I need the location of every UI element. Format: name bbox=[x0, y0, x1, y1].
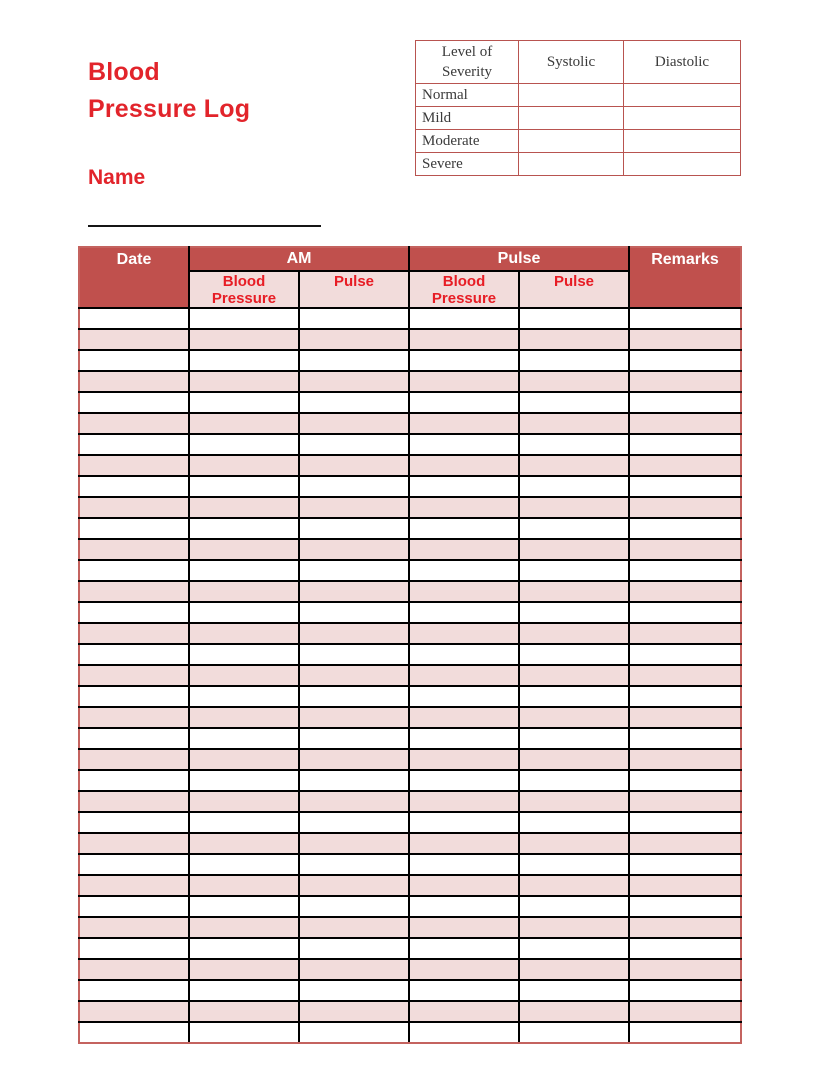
log-cell-pm-blood-pressure[interactable] bbox=[409, 854, 519, 875]
log-cell-pm-blood-pressure[interactable] bbox=[409, 560, 519, 581]
log-row bbox=[79, 539, 741, 560]
log-cell-am-pulse[interactable] bbox=[299, 980, 409, 1001]
log-cell-pm-pulse[interactable] bbox=[519, 791, 629, 812]
log-cell-am-blood-pressure[interactable] bbox=[189, 371, 299, 392]
log-cell-am-pulse[interactable] bbox=[299, 728, 409, 749]
log-row bbox=[79, 812, 741, 833]
log-cell-am-blood-pressure[interactable] bbox=[189, 1001, 299, 1022]
log-row bbox=[79, 434, 741, 455]
log-cell-remarks[interactable] bbox=[629, 497, 741, 518]
log-cell-am-pulse[interactable] bbox=[299, 770, 409, 791]
log-cell-pm-pulse[interactable] bbox=[519, 497, 629, 518]
log-cell-am-blood-pressure[interactable] bbox=[189, 728, 299, 749]
severity-level-cell: Moderate bbox=[416, 130, 519, 153]
log-row bbox=[79, 707, 741, 728]
log-cell-pm-blood-pressure[interactable] bbox=[409, 812, 519, 833]
log-cell-pm-pulse[interactable] bbox=[519, 665, 629, 686]
log-row bbox=[79, 917, 741, 938]
log-cell-date[interactable] bbox=[79, 581, 189, 602]
log-col-remarks: Remarks bbox=[629, 247, 741, 308]
log-cell-remarks[interactable] bbox=[629, 854, 741, 875]
log-cell-remarks[interactable] bbox=[629, 476, 741, 497]
log-row bbox=[79, 770, 741, 791]
log-cell-am-blood-pressure[interactable] bbox=[189, 1022, 299, 1043]
severity-header-row bbox=[416, 41, 741, 84]
log-cell-am-blood-pressure[interactable] bbox=[189, 707, 299, 728]
log-col-am-pulse: Pulse bbox=[299, 271, 409, 308]
severity-table bbox=[415, 40, 741, 176]
log-cell-remarks[interactable] bbox=[629, 686, 741, 707]
log-cell-am-blood-pressure[interactable] bbox=[189, 875, 299, 896]
log-cell-pm-blood-pressure[interactable] bbox=[409, 707, 519, 728]
severity-row bbox=[416, 130, 741, 153]
log-cell-am-blood-pressure[interactable] bbox=[189, 518, 299, 539]
log-cell-am-pulse[interactable] bbox=[299, 1001, 409, 1022]
log-cell-pm-blood-pressure[interactable] bbox=[409, 875, 519, 896]
severity-systolic-cell[interactable] bbox=[519, 153, 624, 176]
log-cell-am-blood-pressure[interactable] bbox=[189, 476, 299, 497]
log-cell-date[interactable] bbox=[79, 1022, 189, 1043]
name-label: Name bbox=[88, 166, 146, 189]
log-row bbox=[79, 959, 741, 980]
log-cell-remarks[interactable] bbox=[629, 896, 741, 917]
log-cell-am-blood-pressure[interactable] bbox=[189, 602, 299, 623]
log-cell-am-pulse[interactable] bbox=[299, 833, 409, 854]
log-cell-pm-blood-pressure[interactable] bbox=[409, 980, 519, 1001]
log-cell-remarks[interactable] bbox=[629, 539, 741, 560]
log-cell-am-pulse[interactable] bbox=[299, 665, 409, 686]
log-cell-am-pulse[interactable] bbox=[299, 308, 409, 329]
log-cell-date[interactable] bbox=[79, 497, 189, 518]
log-cell-am-blood-pressure[interactable] bbox=[189, 581, 299, 602]
log-cell-date[interactable] bbox=[79, 959, 189, 980]
log-row bbox=[79, 518, 741, 539]
name-fill-line[interactable] bbox=[88, 225, 321, 227]
log-cell-date[interactable] bbox=[79, 476, 189, 497]
log-cell-remarks[interactable] bbox=[629, 707, 741, 728]
log-cell-pm-blood-pressure[interactable] bbox=[409, 791, 519, 812]
log-cell-date[interactable] bbox=[79, 917, 189, 938]
log-cell-pm-blood-pressure[interactable] bbox=[409, 455, 519, 476]
log-cell-pm-blood-pressure[interactable] bbox=[409, 623, 519, 644]
log-cell-date[interactable] bbox=[79, 665, 189, 686]
log-cell-pm-blood-pressure[interactable] bbox=[409, 938, 519, 959]
log-cell-am-pulse[interactable] bbox=[299, 602, 409, 623]
log-cell-date[interactable] bbox=[79, 539, 189, 560]
log-col-pm-pulse: Pulse bbox=[519, 271, 629, 308]
log-cell-am-blood-pressure[interactable] bbox=[189, 497, 299, 518]
log-cell-pm-blood-pressure[interactable] bbox=[409, 434, 519, 455]
log-cell-date[interactable] bbox=[79, 434, 189, 455]
log-cell-pm-blood-pressure[interactable] bbox=[409, 896, 519, 917]
log-row bbox=[79, 791, 741, 812]
log-cell-pm-pulse[interactable] bbox=[519, 1001, 629, 1022]
log-cell-date[interactable] bbox=[79, 623, 189, 644]
log-cell-am-pulse[interactable] bbox=[299, 518, 409, 539]
log-cell-date[interactable] bbox=[79, 371, 189, 392]
log-cell-pm-blood-pressure[interactable] bbox=[409, 770, 519, 791]
log-cell-pm-blood-pressure[interactable] bbox=[409, 1001, 519, 1022]
log-cell-remarks[interactable] bbox=[629, 833, 741, 854]
page-title-line2: Pressure Log bbox=[88, 95, 251, 123]
severity-row bbox=[416, 153, 741, 176]
log-cell-pm-blood-pressure[interactable] bbox=[409, 518, 519, 539]
log-col-date: Date bbox=[79, 247, 189, 308]
log-cell-am-blood-pressure[interactable] bbox=[189, 812, 299, 833]
log-cell-pm-pulse[interactable] bbox=[519, 833, 629, 854]
log-cell-am-blood-pressure[interactable] bbox=[189, 308, 299, 329]
log-cell-pm-blood-pressure[interactable] bbox=[409, 350, 519, 371]
log-row bbox=[79, 854, 741, 875]
log-cell-pm-pulse[interactable] bbox=[519, 308, 629, 329]
log-cell-am-pulse[interactable] bbox=[299, 497, 409, 518]
log-cell-pm-pulse[interactable] bbox=[519, 581, 629, 602]
log-cell-remarks[interactable] bbox=[629, 518, 741, 539]
log-cell-am-pulse[interactable] bbox=[299, 896, 409, 917]
log-cell-date[interactable] bbox=[79, 413, 189, 434]
log-cell-pm-pulse[interactable] bbox=[519, 854, 629, 875]
log-cell-am-blood-pressure[interactable] bbox=[189, 665, 299, 686]
log-cell-pm-pulse[interactable] bbox=[519, 539, 629, 560]
log-cell-date[interactable] bbox=[79, 350, 189, 371]
log-row bbox=[79, 392, 741, 413]
log-cell-am-pulse[interactable] bbox=[299, 812, 409, 833]
log-cell-remarks[interactable] bbox=[629, 350, 741, 371]
log-cell-am-blood-pressure[interactable] bbox=[189, 980, 299, 1001]
log-cell-pm-pulse[interactable] bbox=[519, 413, 629, 434]
severity-diastolic-cell[interactable] bbox=[624, 84, 741, 107]
log-cell-am-blood-pressure[interactable] bbox=[189, 833, 299, 854]
log-cell-am-pulse[interactable] bbox=[299, 1022, 409, 1043]
log-cell-pm-pulse[interactable] bbox=[519, 938, 629, 959]
log-cell-pm-pulse[interactable] bbox=[519, 476, 629, 497]
log-cell-pm-pulse[interactable] bbox=[519, 644, 629, 665]
log-group-am: AM bbox=[189, 247, 409, 271]
log-cell-pm-blood-pressure[interactable] bbox=[409, 476, 519, 497]
log-cell-remarks[interactable] bbox=[629, 623, 741, 644]
log-cell-pm-blood-pressure[interactable] bbox=[409, 329, 519, 350]
log-cell-am-pulse[interactable] bbox=[299, 476, 409, 497]
log-cell-am-pulse[interactable] bbox=[299, 581, 409, 602]
log-cell-am-blood-pressure[interactable] bbox=[189, 413, 299, 434]
log-cell-am-pulse[interactable] bbox=[299, 707, 409, 728]
log-cell-date[interactable] bbox=[79, 938, 189, 959]
log-row bbox=[79, 686, 741, 707]
log-cell-am-blood-pressure[interactable] bbox=[189, 560, 299, 581]
log-cell-remarks[interactable] bbox=[629, 1022, 741, 1043]
log-cell-am-blood-pressure[interactable] bbox=[189, 686, 299, 707]
log-cell-date[interactable] bbox=[79, 308, 189, 329]
log-cell-pm-pulse[interactable] bbox=[519, 518, 629, 539]
log-row bbox=[79, 371, 741, 392]
severity-systolic-cell[interactable] bbox=[519, 107, 624, 130]
log-cell-date[interactable] bbox=[79, 812, 189, 833]
log-cell-pm-pulse[interactable] bbox=[519, 434, 629, 455]
log-cell-am-blood-pressure[interactable] bbox=[189, 623, 299, 644]
log-cell-am-pulse[interactable] bbox=[299, 455, 409, 476]
log-cell-am-blood-pressure[interactable] bbox=[189, 434, 299, 455]
log-cell-date[interactable] bbox=[79, 1001, 189, 1022]
log-cell-pm-blood-pressure[interactable] bbox=[409, 371, 519, 392]
log-cell-am-pulse[interactable] bbox=[299, 749, 409, 770]
log-cell-am-pulse[interactable] bbox=[299, 917, 409, 938]
log-cell-am-pulse[interactable] bbox=[299, 434, 409, 455]
log-cell-am-pulse[interactable] bbox=[299, 938, 409, 959]
log-cell-pm-blood-pressure[interactable] bbox=[409, 497, 519, 518]
log-col-pm-blood-pressure: Blood Pressure bbox=[409, 271, 519, 308]
page-title bbox=[88, 54, 250, 128]
log-cell-remarks[interactable] bbox=[629, 1001, 741, 1022]
log-row bbox=[79, 833, 741, 854]
log-cell-date[interactable] bbox=[79, 833, 189, 854]
log-row bbox=[79, 980, 741, 1001]
log-cell-pm-pulse[interactable] bbox=[519, 392, 629, 413]
severity-diastolic-cell[interactable] bbox=[624, 153, 741, 176]
log-cell-date[interactable] bbox=[79, 791, 189, 812]
log-cell-remarks[interactable] bbox=[629, 791, 741, 812]
log-cell-date[interactable] bbox=[79, 749, 189, 770]
log-row bbox=[79, 1001, 741, 1022]
log-cell-date[interactable] bbox=[79, 896, 189, 917]
log-header-row bbox=[79, 247, 741, 271]
log-cell-pm-blood-pressure[interactable] bbox=[409, 728, 519, 749]
log-cell-pm-pulse[interactable] bbox=[519, 707, 629, 728]
log-row bbox=[79, 581, 741, 602]
log-cell-pm-blood-pressure[interactable] bbox=[409, 644, 519, 665]
log-cell-am-blood-pressure[interactable] bbox=[189, 938, 299, 959]
log-cell-pm-pulse[interactable] bbox=[519, 686, 629, 707]
log-cell-am-pulse[interactable] bbox=[299, 371, 409, 392]
log-cell-pm-pulse[interactable] bbox=[519, 812, 629, 833]
log-cell-date[interactable] bbox=[79, 560, 189, 581]
log-cell-pm-blood-pressure[interactable] bbox=[409, 959, 519, 980]
log-cell-am-pulse[interactable] bbox=[299, 539, 409, 560]
log-cell-am-pulse[interactable] bbox=[299, 560, 409, 581]
log-cell-remarks[interactable] bbox=[629, 581, 741, 602]
log-cell-date[interactable] bbox=[79, 602, 189, 623]
log-cell-remarks[interactable] bbox=[629, 812, 741, 833]
log-cell-remarks[interactable] bbox=[629, 875, 741, 896]
log-cell-date[interactable] bbox=[79, 644, 189, 665]
log-cell-am-blood-pressure[interactable] bbox=[189, 917, 299, 938]
log-cell-pm-pulse[interactable] bbox=[519, 959, 629, 980]
log-cell-remarks[interactable] bbox=[629, 938, 741, 959]
log-cell-am-blood-pressure[interactable] bbox=[189, 539, 299, 560]
log-cell-date[interactable] bbox=[79, 392, 189, 413]
log-cell-date[interactable] bbox=[79, 455, 189, 476]
log-cell-pm-pulse[interactable] bbox=[519, 749, 629, 770]
log-cell-pm-blood-pressure[interactable] bbox=[409, 581, 519, 602]
log-cell-am-pulse[interactable] bbox=[299, 959, 409, 980]
log-cell-remarks[interactable] bbox=[629, 560, 741, 581]
severity-diastolic-cell[interactable] bbox=[624, 107, 741, 130]
log-cell-pm-pulse[interactable] bbox=[519, 329, 629, 350]
log-cell-pm-blood-pressure[interactable] bbox=[409, 602, 519, 623]
log-col-am-blood-pressure: Blood Pressure bbox=[189, 271, 299, 308]
log-row bbox=[79, 308, 741, 329]
log-cell-am-blood-pressure[interactable] bbox=[189, 329, 299, 350]
log-cell-remarks[interactable] bbox=[629, 413, 741, 434]
log-cell-pm-pulse[interactable] bbox=[519, 560, 629, 581]
log-cell-am-pulse[interactable] bbox=[299, 329, 409, 350]
log-cell-remarks[interactable] bbox=[629, 749, 741, 770]
severity-col-systolic: Systolic bbox=[519, 41, 624, 84]
page-title-line1: Blood bbox=[88, 58, 160, 86]
log-row bbox=[79, 749, 741, 770]
log-cell-remarks[interactable] bbox=[629, 959, 741, 980]
log-cell-date[interactable] bbox=[79, 728, 189, 749]
log-row bbox=[79, 644, 741, 665]
log-cell-remarks[interactable] bbox=[629, 434, 741, 455]
log-cell-am-blood-pressure[interactable] bbox=[189, 455, 299, 476]
log-cell-am-pulse[interactable] bbox=[299, 623, 409, 644]
log-cell-pm-blood-pressure[interactable] bbox=[409, 539, 519, 560]
log-cell-remarks[interactable] bbox=[629, 308, 741, 329]
log-cell-am-pulse[interactable] bbox=[299, 413, 409, 434]
log-cell-am-pulse[interactable] bbox=[299, 686, 409, 707]
log-cell-pm-blood-pressure[interactable] bbox=[409, 686, 519, 707]
log-cell-date[interactable] bbox=[79, 980, 189, 1001]
log-group-pulse: Pulse bbox=[409, 247, 629, 271]
log-cell-date[interactable] bbox=[79, 770, 189, 791]
log-cell-pm-pulse[interactable] bbox=[519, 1022, 629, 1043]
log-row bbox=[79, 497, 741, 518]
severity-systolic-cell[interactable] bbox=[519, 84, 624, 107]
log-cell-am-blood-pressure[interactable] bbox=[189, 350, 299, 371]
log-cell-pm-pulse[interactable] bbox=[519, 602, 629, 623]
log-cell-pm-blood-pressure[interactable] bbox=[409, 917, 519, 938]
log-cell-pm-pulse[interactable] bbox=[519, 350, 629, 371]
log-cell-pm-pulse[interactable] bbox=[519, 917, 629, 938]
log-cell-remarks[interactable] bbox=[629, 917, 741, 938]
log-cell-remarks[interactable] bbox=[629, 455, 741, 476]
severity-systolic-cell[interactable] bbox=[519, 130, 624, 153]
bp-log-table bbox=[78, 246, 742, 1044]
log-cell-pm-pulse[interactable] bbox=[519, 728, 629, 749]
log-cell-remarks[interactable] bbox=[629, 392, 741, 413]
log-cell-pm-pulse[interactable] bbox=[519, 980, 629, 1001]
log-cell-remarks[interactable] bbox=[629, 770, 741, 791]
log-row bbox=[79, 875, 741, 896]
log-cell-remarks[interactable] bbox=[629, 980, 741, 1001]
log-row bbox=[79, 665, 741, 686]
log-cell-pm-blood-pressure[interactable] bbox=[409, 392, 519, 413]
log-cell-pm-pulse[interactable] bbox=[519, 875, 629, 896]
log-cell-pm-blood-pressure[interactable] bbox=[409, 665, 519, 686]
log-cell-pm-pulse[interactable] bbox=[519, 371, 629, 392]
log-cell-am-blood-pressure[interactable] bbox=[189, 392, 299, 413]
log-cell-am-blood-pressure[interactable] bbox=[189, 770, 299, 791]
log-cell-pm-blood-pressure[interactable] bbox=[409, 1022, 519, 1043]
log-cell-am-blood-pressure[interactable] bbox=[189, 896, 299, 917]
severity-col-diastolic: Diastolic bbox=[624, 41, 741, 84]
severity-level-cell: Mild bbox=[416, 107, 519, 130]
log-row bbox=[79, 1022, 741, 1043]
log-cell-am-pulse[interactable] bbox=[299, 644, 409, 665]
log-row bbox=[79, 455, 741, 476]
log-cell-am-pulse[interactable] bbox=[299, 875, 409, 896]
log-cell-pm-pulse[interactable] bbox=[519, 896, 629, 917]
log-row bbox=[79, 896, 741, 917]
log-cell-am-blood-pressure[interactable] bbox=[189, 854, 299, 875]
log-cell-remarks[interactable] bbox=[629, 602, 741, 623]
log-cell-date[interactable] bbox=[79, 518, 189, 539]
log-cell-am-pulse[interactable] bbox=[299, 854, 409, 875]
log-cell-date[interactable] bbox=[79, 686, 189, 707]
log-row bbox=[79, 476, 741, 497]
log-cell-am-pulse[interactable] bbox=[299, 791, 409, 812]
log-cell-am-blood-pressure[interactable] bbox=[189, 791, 299, 812]
log-row bbox=[79, 623, 741, 644]
log-cell-pm-pulse[interactable] bbox=[519, 623, 629, 644]
log-row bbox=[79, 560, 741, 581]
severity-col-level: Level of Severity bbox=[416, 41, 519, 84]
log-cell-am-blood-pressure[interactable] bbox=[189, 644, 299, 665]
log-row bbox=[79, 329, 741, 350]
log-cell-remarks[interactable] bbox=[629, 665, 741, 686]
log-cell-date[interactable] bbox=[79, 875, 189, 896]
severity-row bbox=[416, 84, 741, 107]
severity-level-cell: Severe bbox=[416, 153, 519, 176]
log-cell-pm-blood-pressure[interactable] bbox=[409, 308, 519, 329]
log-cell-date[interactable] bbox=[79, 329, 189, 350]
severity-diastolic-cell[interactable] bbox=[624, 130, 741, 153]
log-cell-pm-pulse[interactable] bbox=[519, 770, 629, 791]
log-cell-pm-blood-pressure[interactable] bbox=[409, 833, 519, 854]
log-cell-remarks[interactable] bbox=[629, 644, 741, 665]
severity-row bbox=[416, 107, 741, 130]
log-cell-date[interactable] bbox=[79, 707, 189, 728]
log-row bbox=[79, 728, 741, 749]
log-cell-am-pulse[interactable] bbox=[299, 350, 409, 371]
log-row bbox=[79, 938, 741, 959]
log-cell-remarks[interactable] bbox=[629, 728, 741, 749]
log-row bbox=[79, 350, 741, 371]
log-row bbox=[79, 602, 741, 623]
log-cell-am-blood-pressure[interactable] bbox=[189, 749, 299, 770]
log-cell-remarks[interactable] bbox=[629, 371, 741, 392]
log-cell-pm-blood-pressure[interactable] bbox=[409, 413, 519, 434]
log-cell-remarks[interactable] bbox=[629, 329, 741, 350]
severity-level-cell: Normal bbox=[416, 84, 519, 107]
log-cell-pm-pulse[interactable] bbox=[519, 455, 629, 476]
log-row bbox=[79, 413, 741, 434]
log-cell-am-pulse[interactable] bbox=[299, 392, 409, 413]
log-cell-date[interactable] bbox=[79, 854, 189, 875]
log-cell-pm-blood-pressure[interactable] bbox=[409, 749, 519, 770]
log-cell-am-blood-pressure[interactable] bbox=[189, 959, 299, 980]
